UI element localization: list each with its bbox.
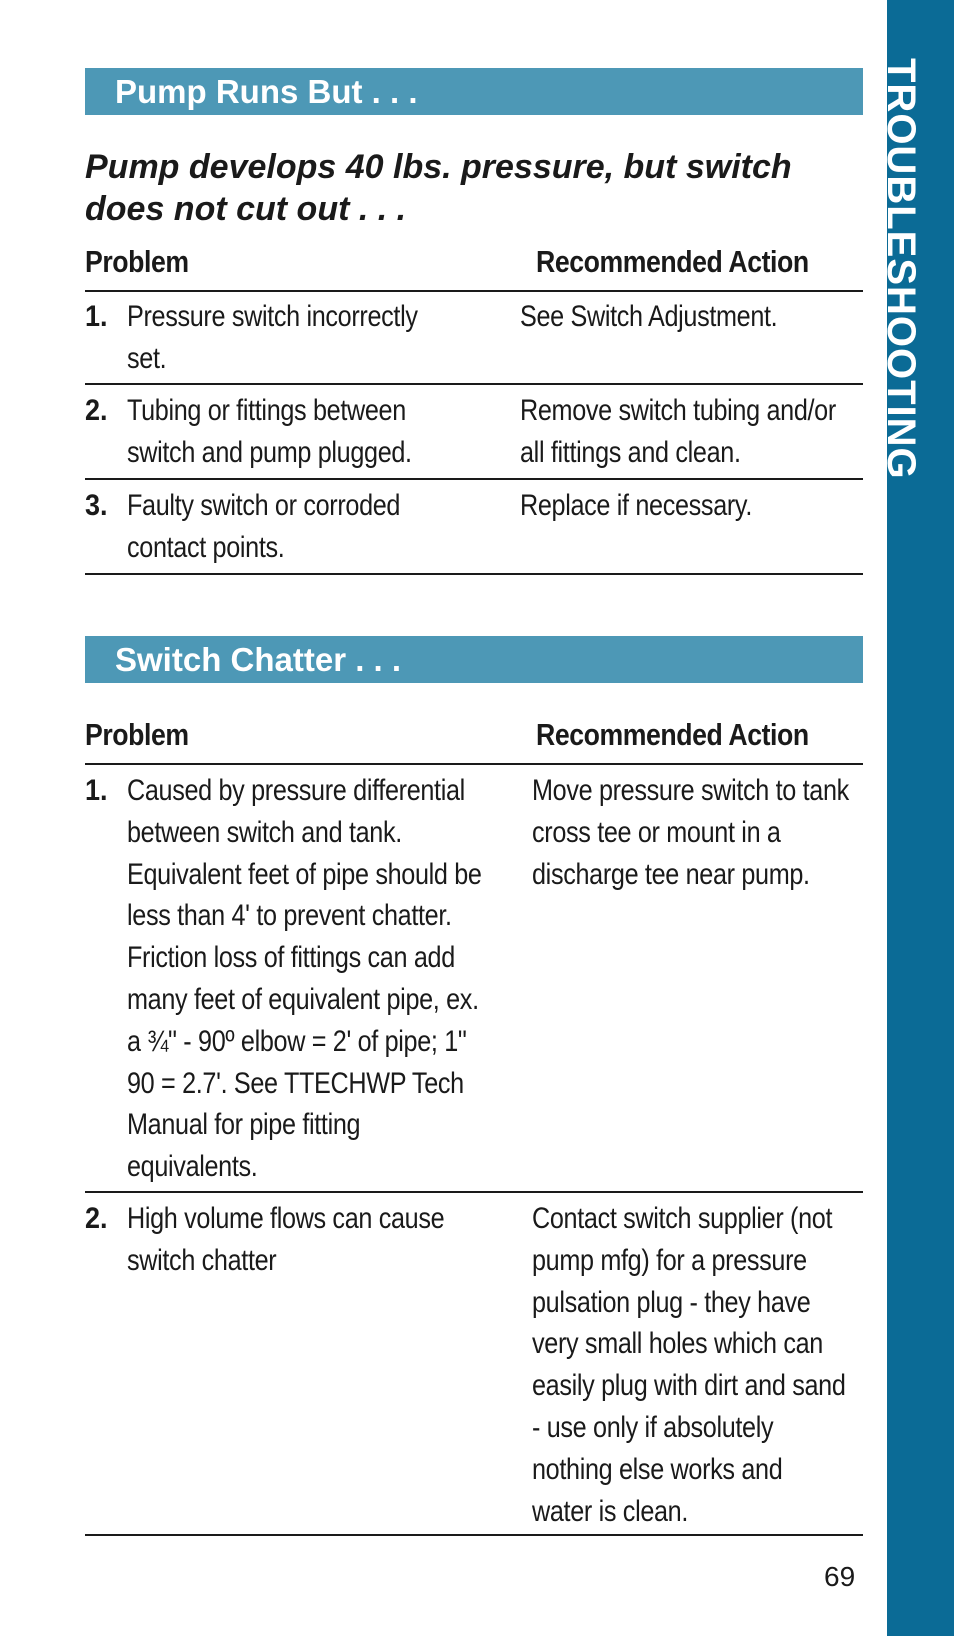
row-action: Replace if necessary.	[520, 489, 752, 522]
side-tab-label: TROUBLESHOOTING	[879, 58, 923, 480]
row-action: Remove switch tubing and/or all fittings and clean.	[520, 394, 836, 469]
row-action: Contact switch supplier (not pump mfg) for a pressure pulsation plug - they have very small holes which can easily plug with dirt and sand - use only if absolutely nothing else works and water is clean.	[532, 1202, 846, 1528]
section-header-pump-runs	[85, 68, 863, 115]
row-number: 3.	[85, 489, 108, 522]
row-rule	[85, 1191, 863, 1193]
page-number: 69	[824, 1561, 856, 1592]
row-number: 2.	[85, 1202, 108, 1235]
header-rule	[85, 763, 863, 765]
row-problem: High volume flows can cause switch chatter	[127, 1202, 445, 1277]
column-header-problem: Problem	[85, 244, 189, 279]
row-problem: Caused by pressure differential between switch and tank. Equivalent feet of pipe should be less than 4' to prevent chatter. Friction loss of fittings can add many feet of equivalent pipe, ex. a ¾" - 90º elbow = 2' of pipe; 1" 90 = 2.7'. See TTECHWP Tech Manual for pipe fitting equivalents.	[127, 774, 482, 1184]
row-action: Move pressure switch to tank cross tee or mount in a discharge tee near pump.	[532, 774, 849, 891]
row-number: 1.	[85, 774, 108, 807]
column-header-action: Recommended Action	[536, 717, 809, 752]
row-rule	[85, 1534, 863, 1536]
column-header-action: Recommended Action	[536, 244, 809, 279]
column-header-problem: Problem	[85, 717, 189, 752]
row-rule	[85, 478, 863, 480]
row-rule	[85, 573, 863, 575]
section-title: Switch Chatter . . .	[115, 640, 402, 678]
row-problem: Pressure switch incorrectly set.	[127, 300, 418, 375]
row-number: 2.	[85, 394, 108, 427]
header-rule	[85, 290, 863, 292]
row-number: 1.	[85, 300, 108, 333]
section-title: Pump Runs But . . .	[115, 72, 418, 110]
section-subtitle: Pump develops 40 lbs. pressure, but switch does not cut out . . .	[85, 148, 792, 228]
section-header-switch-chatter	[85, 636, 863, 683]
row-action: See Switch Adjustment.	[520, 300, 778, 333]
row-problem: Faulty switch or corroded contact points.	[127, 489, 401, 564]
row-problem: Tubing or fittings between switch and pump plugged.	[127, 394, 412, 469]
row-rule	[85, 383, 863, 385]
